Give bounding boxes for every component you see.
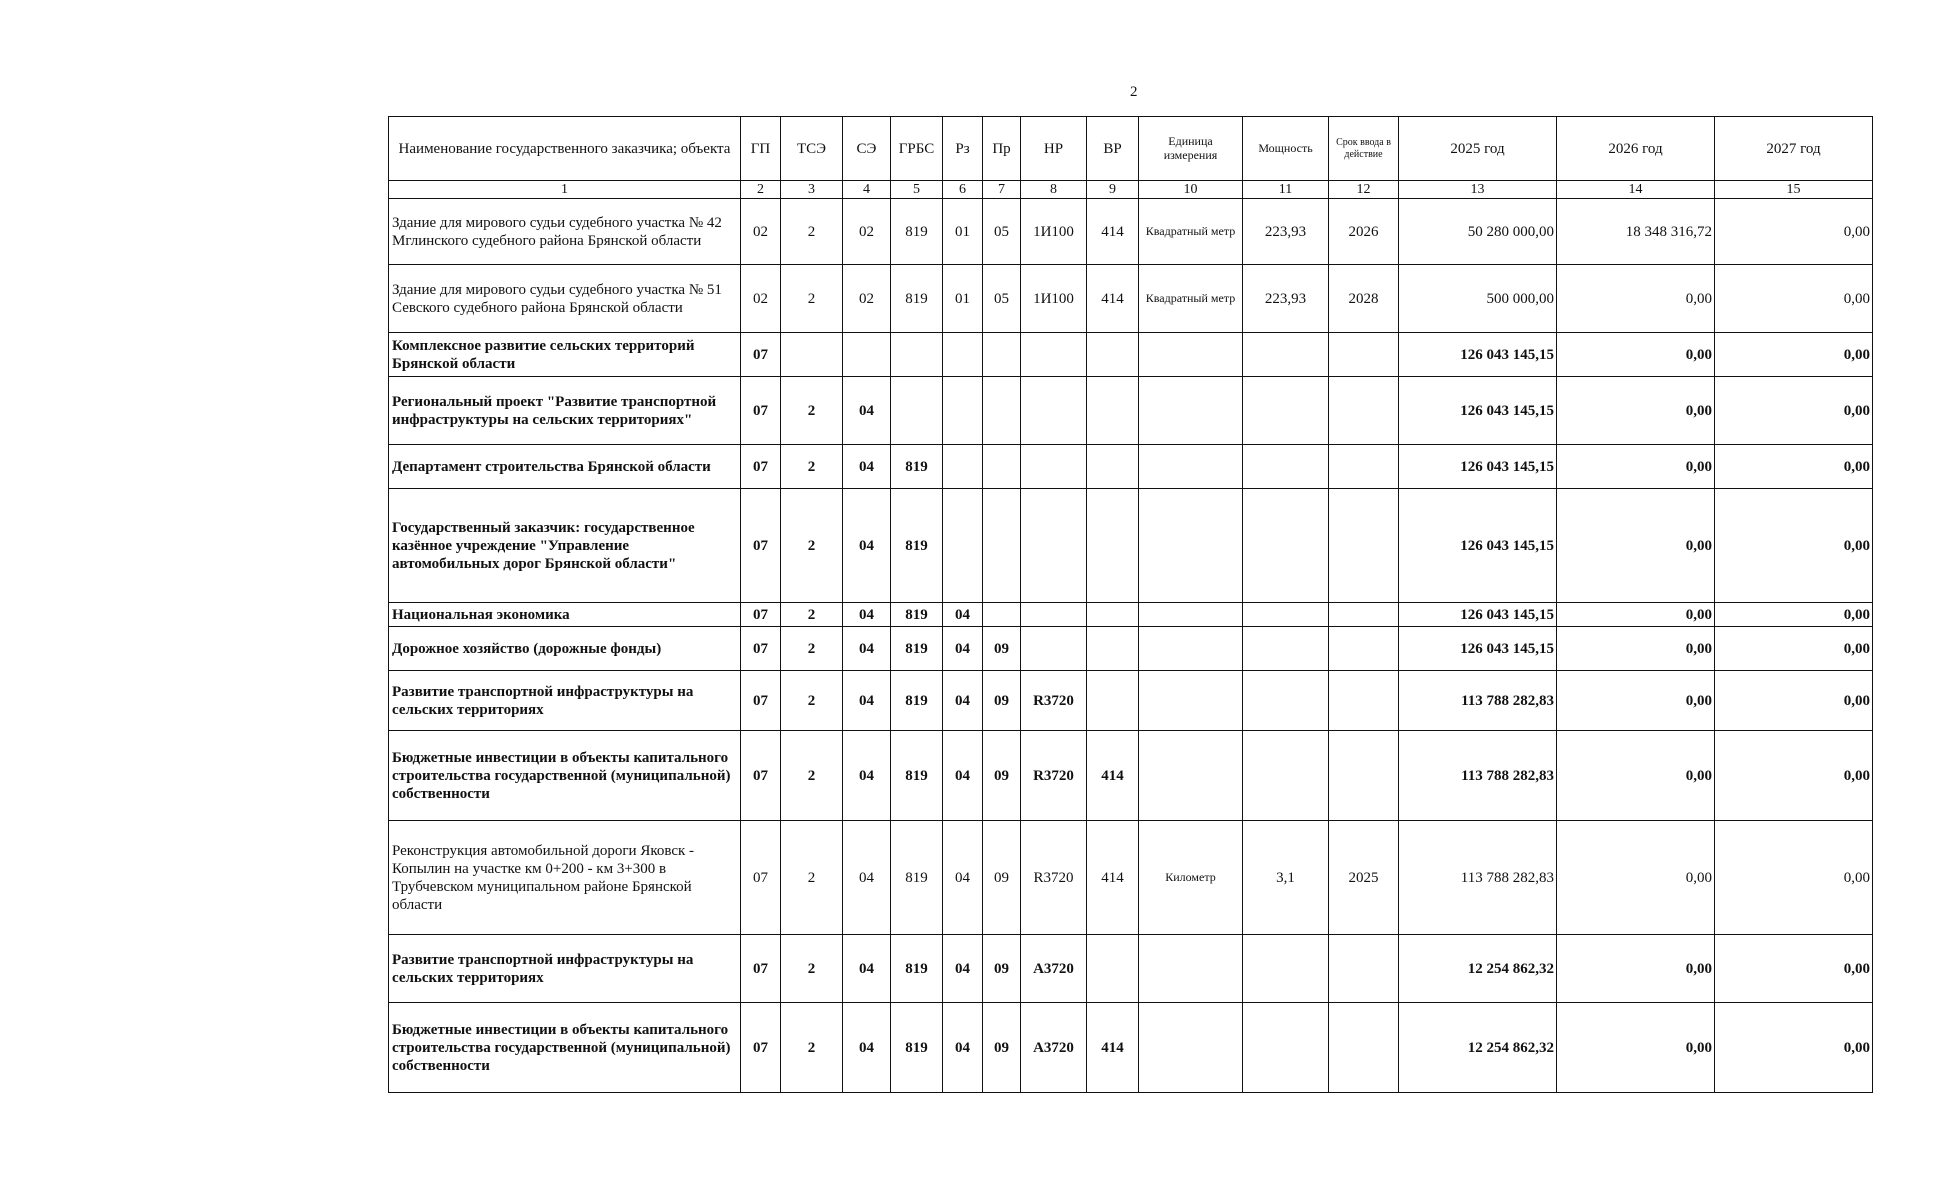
gp-code: 07 bbox=[741, 1003, 781, 1093]
tse-code: 2 bbox=[781, 731, 843, 821]
amount-2025: 126 043 145,15 bbox=[1399, 333, 1557, 377]
rz-code bbox=[943, 489, 983, 603]
unit bbox=[1139, 935, 1243, 1003]
rz-code: 04 bbox=[943, 603, 983, 627]
capacity bbox=[1243, 603, 1329, 627]
table-row bbox=[389, 445, 1873, 489]
table-row bbox=[389, 333, 1873, 377]
nr-code bbox=[1021, 377, 1087, 445]
commissioning-term bbox=[1329, 377, 1399, 445]
unit bbox=[1139, 731, 1243, 821]
tse-code: 2 bbox=[781, 603, 843, 627]
pr-code: 09 bbox=[983, 1003, 1021, 1093]
pr-code: 09 bbox=[983, 731, 1021, 821]
tse-code: 2 bbox=[781, 377, 843, 445]
commissioning-term bbox=[1329, 603, 1399, 627]
nr-code: A3720 bbox=[1021, 935, 1087, 1003]
amount-2026: 0,00 bbox=[1557, 821, 1715, 935]
column-number: 15 bbox=[1715, 181, 1873, 199]
gp-code: 02 bbox=[741, 199, 781, 265]
tse-code bbox=[781, 333, 843, 377]
unit bbox=[1139, 445, 1243, 489]
object-name: Реконструкция автомобильной дороги Яковск - Копылин на участке км 0+200 - км 3+300 в Трубчевском муниципальном районе Брянской области bbox=[389, 821, 741, 935]
se-code: 04 bbox=[843, 377, 891, 445]
gp-code: 07 bbox=[741, 445, 781, 489]
amount-2025: 126 043 145,15 bbox=[1399, 489, 1557, 603]
table-row bbox=[389, 627, 1873, 671]
grbs-code: 819 bbox=[891, 935, 943, 1003]
object-name: Национальная экономика bbox=[389, 603, 741, 627]
gp-code: 07 bbox=[741, 377, 781, 445]
nr-code: R3720 bbox=[1021, 821, 1087, 935]
commissioning-term bbox=[1329, 1003, 1399, 1093]
rz-code: 04 bbox=[943, 627, 983, 671]
amount-2026: 0,00 bbox=[1557, 627, 1715, 671]
column-number: 14 bbox=[1557, 181, 1715, 199]
amount-2027: 0,00 bbox=[1715, 199, 1873, 265]
nr-code: R3720 bbox=[1021, 731, 1087, 821]
vr-code bbox=[1087, 935, 1139, 1003]
gp-code: 07 bbox=[741, 333, 781, 377]
table-row bbox=[389, 821, 1873, 935]
grbs-code: 819 bbox=[891, 489, 943, 603]
se-code: 02 bbox=[843, 199, 891, 265]
amount-2027: 0,00 bbox=[1715, 265, 1873, 333]
amount-2026: 0,00 bbox=[1557, 445, 1715, 489]
column-number: 2 bbox=[741, 181, 781, 199]
amount-2025: 113 788 282,83 bbox=[1399, 671, 1557, 731]
capacity bbox=[1243, 377, 1329, 445]
nr-code: A3720 bbox=[1021, 1003, 1087, 1093]
commissioning-term bbox=[1329, 671, 1399, 731]
object-name: Государственный заказчик: государственное казённое учреждение "Управление автомобильных дорог Брянской области" bbox=[389, 489, 741, 603]
amount-2026: 0,00 bbox=[1557, 333, 1715, 377]
object-name: Комплексное развитие сельских территорий Брянской области bbox=[389, 333, 741, 377]
column-number: 8 bbox=[1021, 181, 1087, 199]
rz-code bbox=[943, 333, 983, 377]
tse-code: 2 bbox=[781, 265, 843, 333]
amount-2027: 0,00 bbox=[1715, 603, 1873, 627]
capacity bbox=[1243, 627, 1329, 671]
object-name: Бюджетные инвестиции в объекты капитального строительства государственной (муниципальной) собственности bbox=[389, 731, 741, 821]
unit bbox=[1139, 627, 1243, 671]
gp-code: 07 bbox=[741, 627, 781, 671]
se-code: 04 bbox=[843, 731, 891, 821]
table-row bbox=[389, 935, 1873, 1003]
commissioning-term: 2028 bbox=[1329, 265, 1399, 333]
tse-code: 2 bbox=[781, 1003, 843, 1093]
unit bbox=[1139, 603, 1243, 627]
tse-code: 2 bbox=[781, 489, 843, 603]
column-number: 7 bbox=[983, 181, 1021, 199]
se-code: 04 bbox=[843, 671, 891, 731]
unit: Квадратный метр bbox=[1139, 199, 1243, 265]
unit bbox=[1139, 1003, 1243, 1093]
unit bbox=[1139, 377, 1243, 445]
column-header-se: СЭ bbox=[843, 117, 891, 181]
column-header-2025: 2025 год bbox=[1399, 117, 1557, 181]
commissioning-term bbox=[1329, 445, 1399, 489]
pr-code bbox=[983, 489, 1021, 603]
se-code: 04 bbox=[843, 627, 891, 671]
table-row bbox=[389, 731, 1873, 821]
capacity bbox=[1243, 731, 1329, 821]
table-row bbox=[389, 489, 1873, 603]
amount-2025: 126 043 145,15 bbox=[1399, 377, 1557, 445]
capacity bbox=[1243, 333, 1329, 377]
column-header-unit: Единица измерения bbox=[1139, 117, 1243, 181]
unit bbox=[1139, 671, 1243, 731]
pr-code bbox=[983, 377, 1021, 445]
pr-code bbox=[983, 333, 1021, 377]
grbs-code: 819 bbox=[891, 603, 943, 627]
tse-code: 2 bbox=[781, 627, 843, 671]
nr-code: 1И100 bbox=[1021, 199, 1087, 265]
column-number: 10 bbox=[1139, 181, 1243, 199]
column-number: 11 bbox=[1243, 181, 1329, 199]
commissioning-term: 2026 bbox=[1329, 199, 1399, 265]
amount-2025: 126 043 145,15 bbox=[1399, 627, 1557, 671]
nr-code: R3720 bbox=[1021, 671, 1087, 731]
nr-code bbox=[1021, 333, 1087, 377]
grbs-code: 819 bbox=[891, 1003, 943, 1093]
grbs-code bbox=[891, 333, 943, 377]
gp-code: 07 bbox=[741, 821, 781, 935]
capacity: 223,93 bbox=[1243, 199, 1329, 265]
amount-2027: 0,00 bbox=[1715, 627, 1873, 671]
rz-code: 04 bbox=[943, 671, 983, 731]
amount-2025: 113 788 282,83 bbox=[1399, 731, 1557, 821]
column-header-rz: Рз bbox=[943, 117, 983, 181]
grbs-code: 819 bbox=[891, 671, 943, 731]
pr-code bbox=[983, 445, 1021, 489]
se-code: 04 bbox=[843, 445, 891, 489]
gp-code: 07 bbox=[741, 489, 781, 603]
vr-code bbox=[1087, 333, 1139, 377]
vr-code bbox=[1087, 603, 1139, 627]
column-number: 6 bbox=[943, 181, 983, 199]
tse-code: 2 bbox=[781, 821, 843, 935]
capacity: 223,93 bbox=[1243, 265, 1329, 333]
table-row bbox=[389, 377, 1873, 445]
pr-code bbox=[983, 603, 1021, 627]
tse-code: 2 bbox=[781, 199, 843, 265]
se-code: 04 bbox=[843, 935, 891, 1003]
vr-code: 414 bbox=[1087, 265, 1139, 333]
unit bbox=[1139, 333, 1243, 377]
amount-2025: 126 043 145,15 bbox=[1399, 445, 1557, 489]
amount-2026: 0,00 bbox=[1557, 603, 1715, 627]
capacity bbox=[1243, 489, 1329, 603]
column-header-2027: 2027 год bbox=[1715, 117, 1873, 181]
rz-code: 04 bbox=[943, 935, 983, 1003]
column-header-term: Срок ввода в действие bbox=[1329, 117, 1399, 181]
capacity bbox=[1243, 935, 1329, 1003]
grbs-code: 819 bbox=[891, 821, 943, 935]
se-code: 04 bbox=[843, 603, 891, 627]
amount-2027: 0,00 bbox=[1715, 377, 1873, 445]
column-number: 5 bbox=[891, 181, 943, 199]
gp-code: 07 bbox=[741, 731, 781, 821]
amount-2026: 0,00 bbox=[1557, 1003, 1715, 1093]
capacity: 3,1 bbox=[1243, 821, 1329, 935]
commissioning-term bbox=[1329, 489, 1399, 603]
column-header-2026: 2026 год bbox=[1557, 117, 1715, 181]
unit: Километр bbox=[1139, 821, 1243, 935]
amount-2026: 0,00 bbox=[1557, 731, 1715, 821]
grbs-code: 819 bbox=[891, 627, 943, 671]
column-header-capacity: Мощность bbox=[1243, 117, 1329, 181]
capacity bbox=[1243, 445, 1329, 489]
amount-2026: 0,00 bbox=[1557, 935, 1715, 1003]
table-row bbox=[389, 265, 1873, 333]
amount-2025: 12 254 862,32 bbox=[1399, 1003, 1557, 1093]
amount-2027: 0,00 bbox=[1715, 935, 1873, 1003]
object-name: Бюджетные инвестиции в объекты капитального строительства государственной (муниципальной) собственности bbox=[389, 1003, 741, 1093]
column-header-vr: ВР bbox=[1087, 117, 1139, 181]
pr-code: 05 bbox=[983, 199, 1021, 265]
amount-2025: 50 280 000,00 bbox=[1399, 199, 1557, 265]
rz-code: 01 bbox=[943, 265, 983, 333]
capacity bbox=[1243, 671, 1329, 731]
vr-code: 414 bbox=[1087, 199, 1139, 265]
nr-code bbox=[1021, 603, 1087, 627]
table-row bbox=[389, 199, 1873, 265]
amount-2026: 0,00 bbox=[1557, 265, 1715, 333]
gp-code: 02 bbox=[741, 265, 781, 333]
amount-2025: 113 788 282,83 bbox=[1399, 821, 1557, 935]
pr-code: 09 bbox=[983, 821, 1021, 935]
budget-table bbox=[388, 116, 1873, 1093]
amount-2026: 18 348 316,72 bbox=[1557, 199, 1715, 265]
nr-code bbox=[1021, 445, 1087, 489]
column-header-pr: Пр bbox=[983, 117, 1021, 181]
pr-code: 05 bbox=[983, 265, 1021, 333]
amount-2027: 0,00 bbox=[1715, 445, 1873, 489]
se-code: 04 bbox=[843, 821, 891, 935]
vr-code bbox=[1087, 671, 1139, 731]
gp-code: 07 bbox=[741, 935, 781, 1003]
column-number: 1 bbox=[389, 181, 741, 199]
column-number-row bbox=[389, 181, 1873, 199]
grbs-code: 819 bbox=[891, 199, 943, 265]
unit bbox=[1139, 489, 1243, 603]
grbs-code bbox=[891, 377, 943, 445]
se-code: 02 bbox=[843, 265, 891, 333]
rz-code bbox=[943, 445, 983, 489]
tse-code: 2 bbox=[781, 445, 843, 489]
gp-code: 07 bbox=[741, 603, 781, 627]
capacity bbox=[1243, 1003, 1329, 1093]
vr-code bbox=[1087, 489, 1139, 603]
pr-code: 09 bbox=[983, 627, 1021, 671]
amount-2025: 12 254 862,32 bbox=[1399, 935, 1557, 1003]
amount-2027: 0,00 bbox=[1715, 821, 1873, 935]
column-number: 3 bbox=[781, 181, 843, 199]
column-number: 13 bbox=[1399, 181, 1557, 199]
amount-2026: 0,00 bbox=[1557, 671, 1715, 731]
table-row bbox=[389, 1003, 1873, 1093]
vr-code: 414 bbox=[1087, 731, 1139, 821]
column-header-grbs: ГРБС bbox=[891, 117, 943, 181]
commissioning-term bbox=[1329, 627, 1399, 671]
nr-code bbox=[1021, 489, 1087, 603]
grbs-code: 819 bbox=[891, 731, 943, 821]
amount-2027: 0,00 bbox=[1715, 489, 1873, 603]
amount-2027: 0,00 bbox=[1715, 1003, 1873, 1093]
column-header-nr: НР bbox=[1021, 117, 1087, 181]
unit: Квадратный метр bbox=[1139, 265, 1243, 333]
tse-code: 2 bbox=[781, 935, 843, 1003]
amount-2027: 0,00 bbox=[1715, 333, 1873, 377]
column-number: 9 bbox=[1087, 181, 1139, 199]
pr-code: 09 bbox=[983, 935, 1021, 1003]
commissioning-term: 2025 bbox=[1329, 821, 1399, 935]
commissioning-term bbox=[1329, 333, 1399, 377]
amount-2027: 0,00 bbox=[1715, 731, 1873, 821]
rz-code: 04 bbox=[943, 731, 983, 821]
column-header-name: Наименование государственного заказчика; объекта bbox=[389, 117, 741, 181]
page-number: 2 bbox=[1130, 84, 1138, 100]
rz-code: 01 bbox=[943, 199, 983, 265]
nr-code bbox=[1021, 627, 1087, 671]
object-name: Департамент строительства Брянской области bbox=[389, 445, 741, 489]
amount-2025: 500 000,00 bbox=[1399, 265, 1557, 333]
se-code bbox=[843, 333, 891, 377]
object-name: Здание для мирового судьи судебного участка № 51 Севского судебного района Брянской области bbox=[389, 265, 741, 333]
tse-code: 2 bbox=[781, 671, 843, 731]
se-code: 04 bbox=[843, 1003, 891, 1093]
object-name: Региональный проект "Развитие транспортной инфраструктуры на сельских территориях" bbox=[389, 377, 741, 445]
header-row bbox=[389, 117, 1873, 181]
amount-2027: 0,00 bbox=[1715, 671, 1873, 731]
amount-2026: 0,00 bbox=[1557, 377, 1715, 445]
grbs-code: 819 bbox=[891, 445, 943, 489]
table-row bbox=[389, 671, 1873, 731]
rz-code: 04 bbox=[943, 1003, 983, 1093]
column-header-gp: ГП bbox=[741, 117, 781, 181]
table-row bbox=[389, 603, 1873, 627]
vr-code bbox=[1087, 445, 1139, 489]
column-number: 12 bbox=[1329, 181, 1399, 199]
object-name: Дорожное хозяйство (дорожные фонды) bbox=[389, 627, 741, 671]
grbs-code: 819 bbox=[891, 265, 943, 333]
vr-code: 414 bbox=[1087, 821, 1139, 935]
amount-2026: 0,00 bbox=[1557, 489, 1715, 603]
vr-code bbox=[1087, 377, 1139, 445]
commissioning-term bbox=[1329, 731, 1399, 821]
vr-code bbox=[1087, 627, 1139, 671]
se-code: 04 bbox=[843, 489, 891, 603]
column-number: 4 bbox=[843, 181, 891, 199]
gp-code: 07 bbox=[741, 671, 781, 731]
pr-code: 09 bbox=[983, 671, 1021, 731]
commissioning-term bbox=[1329, 935, 1399, 1003]
vr-code: 414 bbox=[1087, 1003, 1139, 1093]
amount-2025: 126 043 145,15 bbox=[1399, 603, 1557, 627]
rz-code: 04 bbox=[943, 821, 983, 935]
rz-code bbox=[943, 377, 983, 445]
object-name: Здание для мирового судьи судебного участка № 42 Мглинского судебного района Брянской области bbox=[389, 199, 741, 265]
object-name: Развитие транспортной инфраструктуры на сельских территориях bbox=[389, 671, 741, 731]
column-header-tse: ТСЭ bbox=[781, 117, 843, 181]
nr-code: 1И100 bbox=[1021, 265, 1087, 333]
object-name: Развитие транспортной инфраструктуры на сельских территориях bbox=[389, 935, 741, 1003]
